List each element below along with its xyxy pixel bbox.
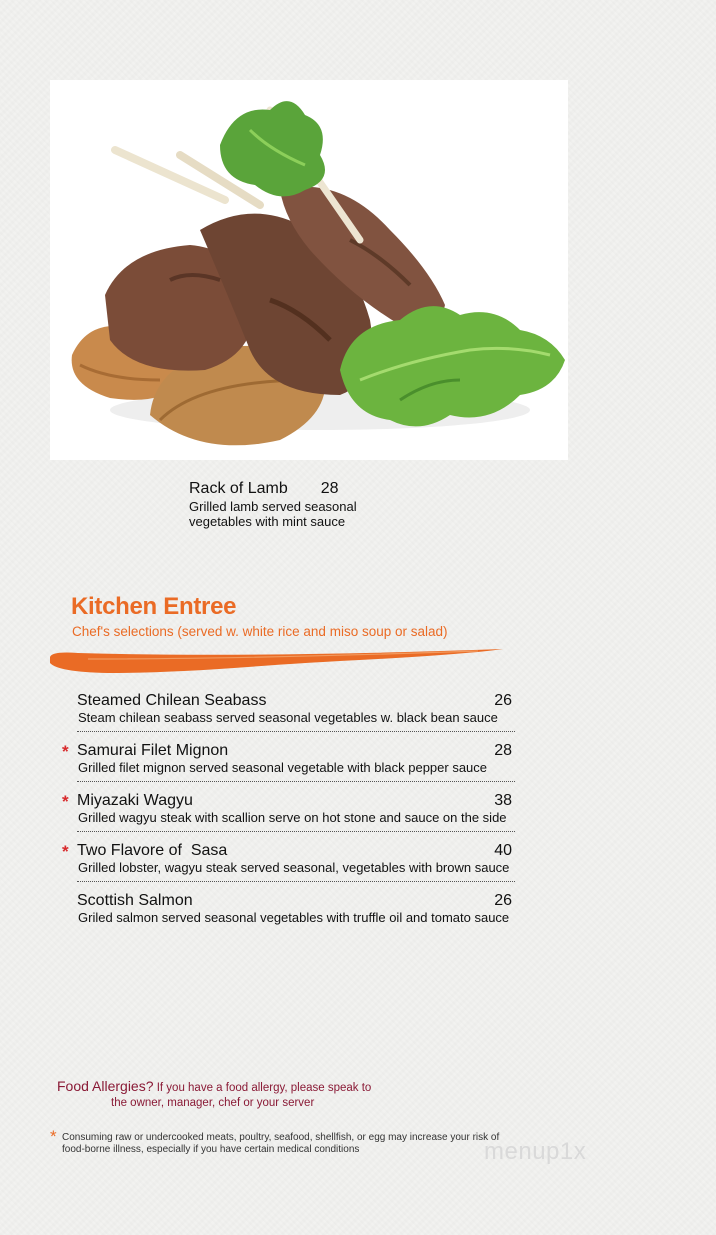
raw-warning-star: * [62, 742, 69, 761]
section-subtitle: Chef's selections (served w. white rice and miso soup or salad) [72, 624, 448, 639]
menu-item-price: 26 [494, 892, 512, 909]
dotted-divider [77, 881, 515, 882]
menu-item [55, 892, 515, 926]
orange-brush-stroke [48, 645, 508, 677]
menu-item-description: Steam chilean seabass served seasonal vegetables w. black bean sauce [78, 710, 498, 725]
menu-item-price: 26 [494, 692, 512, 709]
menu-item-description: Grilled lobster, wagyu steak served seasonal, vegetables with brown sauce [78, 860, 510, 875]
notice-text: Consuming raw or undercooked meats, poultry, seafood, shellfish, or egg may increase your risk of food-borne illness, especially if you have certain medical conditions [62, 1132, 500, 1155]
menu-item-name: Samurai Filet Mignon [77, 742, 229, 759]
featured-item [189, 480, 359, 529]
menu-item [55, 792, 515, 826]
dotted-divider [77, 831, 515, 832]
featured-item-name: Rack of Lamb [189, 480, 288, 497]
menupix-watermark: menup1x [484, 1138, 587, 1165]
menu-item-price: 28 [494, 742, 512, 759]
dotted-divider [77, 781, 515, 782]
menu-item-description: Grilled wagyu steak with scallion serve on hot stone and sauce on the side [78, 810, 507, 825]
food-allergy-text-line2: the owner, manager, chef or your server [111, 1097, 315, 1109]
dotted-divider [77, 731, 515, 732]
menu-item-price: 38 [494, 792, 512, 809]
section-title: Kitchen Entree [71, 593, 237, 620]
menu-item-name: Miyazaki Wagyu [77, 792, 193, 809]
featured-item-description: Grilled lamb served seasonal vegetables with mint sauce [189, 499, 357, 529]
menu-item [55, 692, 515, 726]
menu-item-list [55, 692, 515, 926]
menu-item-name: Steamed Chilean Seabass [77, 692, 267, 709]
food-allergy-text: If you have a food allergy, please speak to [153, 1082, 372, 1094]
food-allergy-title: Food Allergies? [57, 1078, 154, 1094]
menu-item-name: Two Flavore of Sasa [77, 842, 228, 859]
menu-item-description: Grilled filet mignon served seasonal vegetable with black pepper sauce [78, 760, 488, 775]
menu-item [55, 842, 515, 876]
food-allergy-note [57, 1078, 371, 1109]
menu-item [55, 742, 515, 776]
menu-item-name: Scottish Salmon [77, 892, 193, 909]
raw-warning-star: * [62, 792, 69, 811]
featured-item-price: 28 [320, 480, 339, 497]
raw-food-notice [50, 1128, 520, 1156]
notice-star: * [50, 1127, 57, 1146]
rack-of-lamb-photo [50, 80, 568, 460]
raw-warning-star: * [62, 842, 69, 861]
menu-item-price: 40 [494, 842, 512, 859]
menu-item-description: Griled salmon served seasonal vegetables with truffle oil and tomato sauce [78, 910, 510, 925]
